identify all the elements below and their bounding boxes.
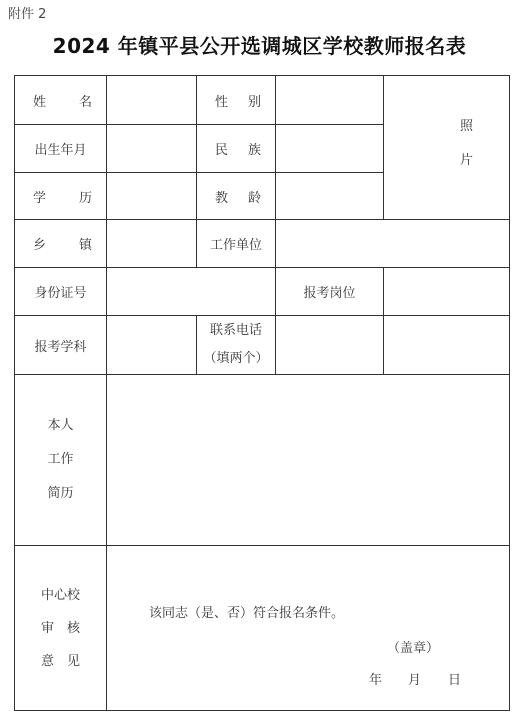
label-education: 学 历 [15,173,107,220]
input-phone-2[interactable] [384,316,509,375]
date-year: 年 [369,673,383,688]
input-name[interactable] [107,76,197,125]
review-area[interactable] [107,546,509,710]
label-position: 报考岗位 [276,268,384,316]
date-month: 月 [408,673,422,688]
input-gender[interactable] [276,76,384,125]
date-day: 日 [448,673,462,688]
input-ethnicity[interactable] [276,125,384,173]
input-subject[interactable] [107,316,197,375]
label-name: 姓 名 [15,76,107,125]
seal-label: （盖章） [387,641,440,656]
review-statement: 该同志（是、否）符合报名条件。 [149,606,345,621]
input-position[interactable] [384,268,509,316]
photo-box[interactable]: 照 片 [384,76,509,220]
label-review: 中心校 审 核 意 见 [15,546,107,710]
input-work-unit[interactable] [276,220,509,268]
attachment-label: 附件 2 [8,7,47,22]
label-birth: 出生年月 [15,125,107,173]
label-ethnicity: 民 族 [197,125,276,173]
registration-form [14,75,510,711]
form-title: 2024 年镇平县公开选调城区学校教师报名表 [52,34,467,58]
input-resume[interactable] [107,375,509,546]
label-township: 乡 镇 [15,220,107,268]
label-subject: 报考学科 [15,316,107,375]
input-phone-1[interactable] [276,316,384,375]
label-work-unit: 工作单位 [197,220,276,268]
label-gender: 性 别 [197,76,276,125]
label-phone: 联系电话 （填两个） [197,316,276,375]
input-township[interactable] [107,220,197,268]
label-resume: 本人 工作 简历 [15,375,107,546]
input-education[interactable] [107,173,197,220]
label-id-number: 身份证号 [15,268,107,316]
label-teaching-years: 教 龄 [197,173,276,220]
input-teaching-years[interactable] [276,173,384,220]
input-birth[interactable] [107,125,197,173]
input-id-number[interactable] [107,268,276,316]
